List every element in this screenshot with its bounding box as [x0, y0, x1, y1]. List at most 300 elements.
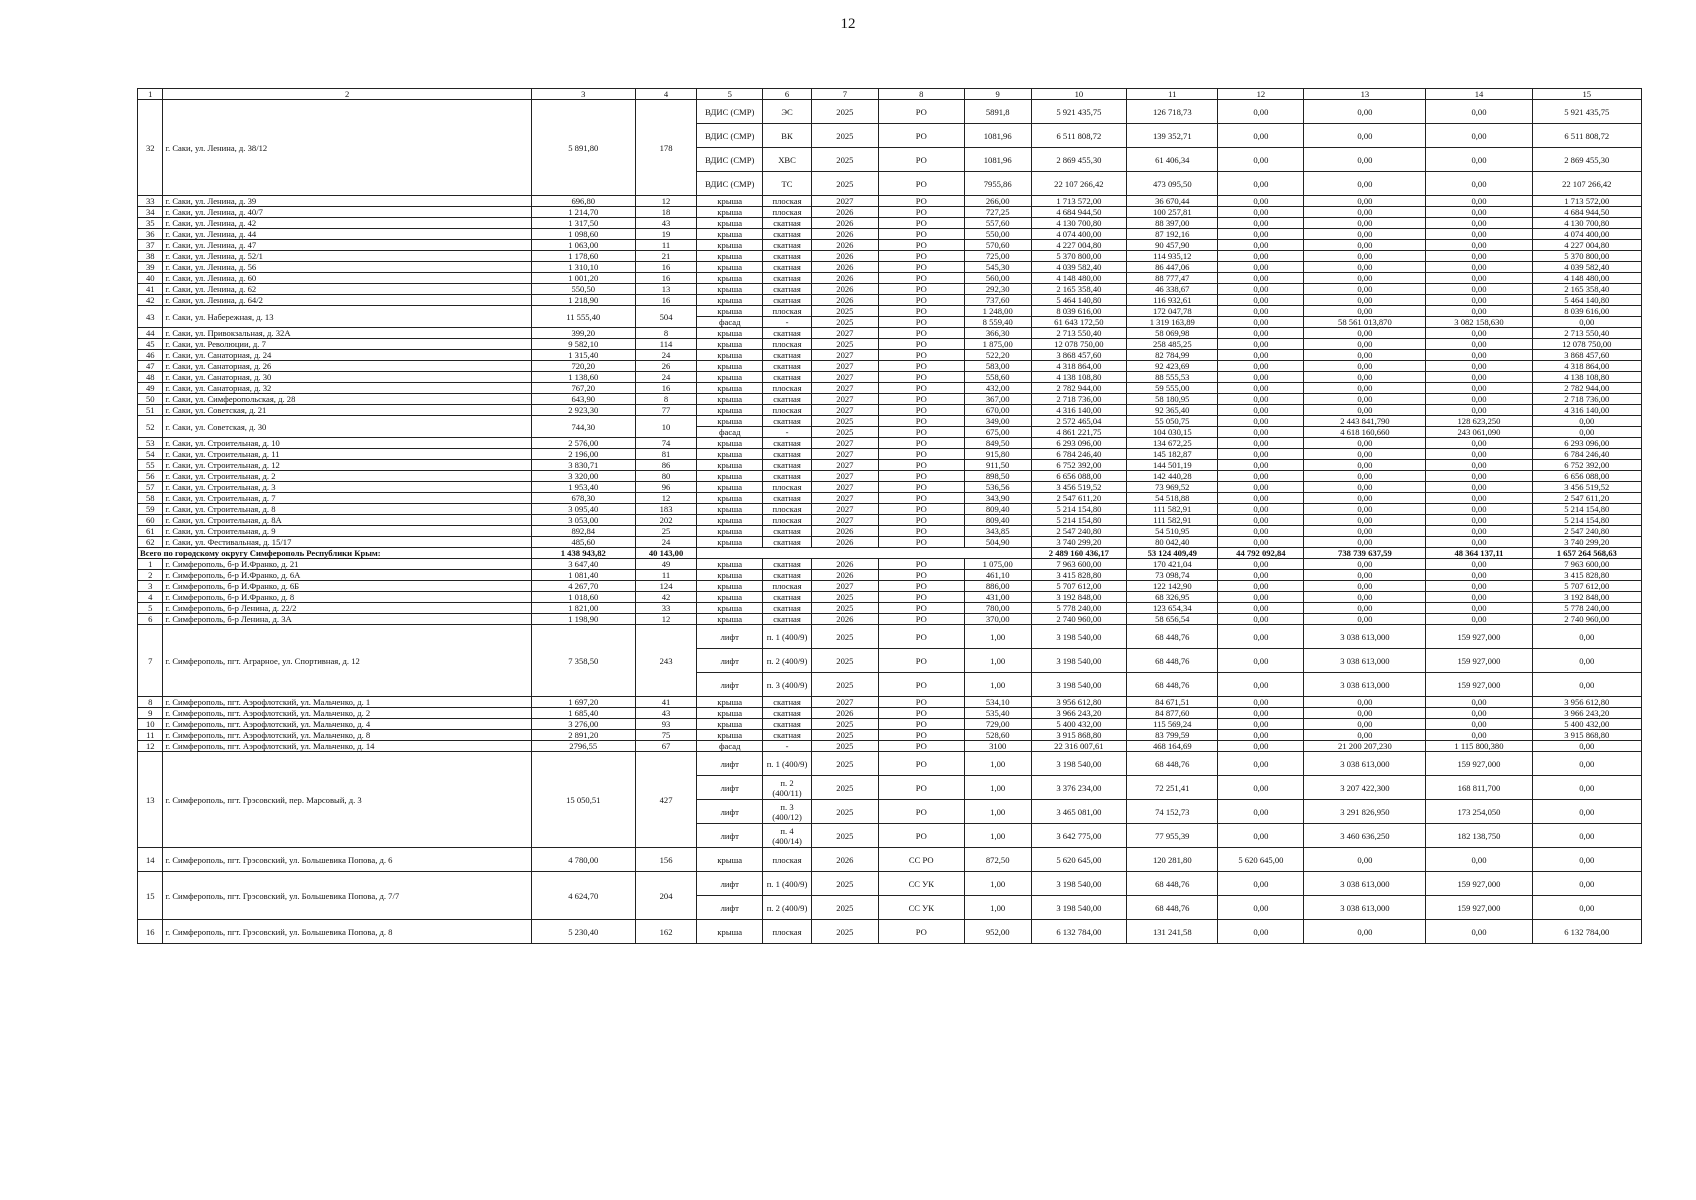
area: 1 315,40: [531, 350, 635, 361]
table-row: [138, 251, 1642, 262]
row-number: 13: [138, 752, 163, 848]
work-type: крыша: [697, 350, 763, 361]
work-type: ВДИС (СМР): [697, 172, 763, 196]
total-cost: 3 415 828,80: [1031, 570, 1127, 581]
year: 2025: [811, 872, 878, 896]
area: 485,60: [531, 537, 635, 548]
year: 2025: [811, 719, 878, 730]
year: 2025: [811, 673, 878, 697]
cost-col-15: 0,00: [1532, 872, 1641, 896]
work-type: крыша: [697, 284, 763, 295]
work-subtype: скатная: [763, 570, 812, 581]
row-number: 12: [138, 741, 163, 752]
volume: 1,00: [964, 625, 1031, 649]
cost-col-15: 6 132 784,00: [1532, 920, 1641, 944]
work-subtype: скатная: [763, 350, 812, 361]
address: г. Саки, ул. Санаторная, д. 26: [163, 361, 531, 372]
cost-col-15: 3 956 612,80: [1532, 697, 1641, 708]
cost-col-15: 0,00: [1532, 824, 1641, 848]
cost-col-15: 0,00: [1532, 896, 1641, 920]
area: 3 647,40: [531, 559, 635, 570]
cost-col-12: 0,00: [1218, 625, 1304, 649]
cost-col-13: 0,00: [1304, 148, 1426, 172]
residents: 11: [635, 570, 697, 581]
cost-col-13: 0,00: [1304, 920, 1426, 944]
volume: 367,00: [964, 394, 1031, 405]
table-row: [138, 339, 1642, 350]
table-row: [138, 872, 1642, 896]
address: г. Саки, ул. Санаторная, д. 30: [163, 372, 531, 383]
work-subtype: -: [763, 427, 812, 438]
cost-col-14: 128 623,250: [1426, 416, 1532, 427]
work-type: ВДИС (СМР): [697, 100, 763, 124]
cost-col-13: 0,00: [1304, 350, 1426, 361]
volume: 3100: [964, 741, 1031, 752]
cost-col-15: 6 656 088,00: [1532, 471, 1641, 482]
cost-col-11: 468 164,69: [1127, 741, 1218, 752]
total-cost: 61 643 172,50: [1031, 317, 1127, 328]
row-number: 62: [138, 537, 163, 548]
cost-col-15: 5 778 240,00: [1532, 603, 1641, 614]
work-subtype: плоская: [763, 207, 812, 218]
year: 2025: [811, 920, 878, 944]
column-number: 4: [635, 89, 697, 100]
area: 1 098,60: [531, 229, 635, 240]
area: 1 317,50: [531, 218, 635, 229]
cost-col-11: 68 326,95: [1127, 592, 1218, 603]
cost-col-14: 0,00: [1426, 172, 1532, 196]
volume: 737,60: [964, 295, 1031, 306]
cost-col-13: 4 618 160,660: [1304, 427, 1426, 438]
table-row: [138, 416, 1642, 427]
total-cost: 2 489 160 436,17: [1031, 548, 1127, 559]
cost-col-12: 0,00: [1218, 482, 1304, 493]
cost-col-13: 21 200 207,230: [1304, 741, 1426, 752]
cost-col-13: 0,00: [1304, 482, 1426, 493]
cost-col-15: 0,00: [1532, 427, 1641, 438]
cost-col-14: 0,00: [1426, 515, 1532, 526]
cost-col-12: 0,00: [1218, 592, 1304, 603]
year: 2025: [811, 625, 878, 649]
fund-source: РО: [878, 172, 964, 196]
row-number: 40: [138, 273, 163, 284]
column-number: 7: [811, 89, 878, 100]
total-cost: 5 214 154,80: [1031, 515, 1127, 526]
area: 2 196,00: [531, 449, 635, 460]
cost-col-13: 0,00: [1304, 339, 1426, 350]
volume: 536,56: [964, 482, 1031, 493]
work-type: крыша: [697, 592, 763, 603]
work-subtype: плоская: [763, 405, 812, 416]
address: г. Саки, ул. Ленина, д. 38/12: [163, 100, 531, 196]
cost-col-12: 0,00: [1218, 697, 1304, 708]
work-type: крыша: [697, 218, 763, 229]
row-number: 46: [138, 350, 163, 361]
cost-col-15: 0,00: [1532, 317, 1641, 328]
area: 2 923,30: [531, 405, 635, 416]
table-row: [138, 196, 1642, 207]
row-number: 45: [138, 339, 163, 350]
total-cost: 3 198 540,00: [1031, 752, 1127, 776]
volume: 729,00: [964, 719, 1031, 730]
address: г. Саки, ул. Ленина, д. 60: [163, 273, 531, 284]
residents: 12: [635, 614, 697, 625]
table-row: [138, 394, 1642, 405]
row-number: 6: [138, 614, 163, 625]
work-type: крыша: [697, 559, 763, 570]
fund-source: РО: [878, 673, 964, 697]
area: 1 063,00: [531, 240, 635, 251]
cost-col-12: 0,00: [1218, 405, 1304, 416]
volume: 886,00: [964, 581, 1031, 592]
fund-source: РО: [878, 284, 964, 295]
cost-col-15: 0,00: [1532, 673, 1641, 697]
cost-col-12: 0,00: [1218, 295, 1304, 306]
cost-col-12: 0,00: [1218, 372, 1304, 383]
cost-col-14: 0,00: [1426, 460, 1532, 471]
volume: 343,90: [964, 493, 1031, 504]
cost-col-15: 12 078 750,00: [1532, 339, 1641, 350]
year: 2025: [811, 148, 878, 172]
work-type: крыша: [697, 438, 763, 449]
cost-col-12: 0,00: [1218, 262, 1304, 273]
fund-source: РО: [878, 614, 964, 625]
row-number: 9: [138, 708, 163, 719]
volume: 504,90: [964, 537, 1031, 548]
cost-col-15: 2 713 550,40: [1532, 328, 1641, 339]
address: г. Симферополь, пгт. Грэсовский, ул. Большевика Попова, д. 6: [163, 848, 531, 872]
cost-col-15: 5 214 154,80: [1532, 515, 1641, 526]
year: 2025: [811, 100, 878, 124]
cost-col-15: 0,00: [1532, 741, 1641, 752]
cost-col-14: 0,00: [1426, 504, 1532, 515]
cost-col-14: 0,00: [1426, 240, 1532, 251]
work-type: крыша: [697, 394, 763, 405]
table-row: [138, 449, 1642, 460]
table-row: [138, 570, 1642, 581]
cost-col-14: 0,00: [1426, 526, 1532, 537]
total-cost: 6 293 096,00: [1031, 438, 1127, 449]
cost-col-13: 0,00: [1304, 295, 1426, 306]
cost-col-14: 0,00: [1426, 251, 1532, 262]
residents: 75: [635, 730, 697, 741]
cost-col-12: 0,00: [1218, 719, 1304, 730]
area: 2 891,20: [531, 730, 635, 741]
cost-col-13: 0,00: [1304, 306, 1426, 317]
total-cost: 3 956 612,80: [1031, 697, 1127, 708]
total-cost: 2 165 358,40: [1031, 284, 1127, 295]
total-row: [138, 548, 1642, 559]
cost-col-15: 6 511 808,72: [1532, 124, 1641, 148]
table-row: [138, 460, 1642, 471]
year: 2026: [811, 207, 878, 218]
row-number: 3: [138, 581, 163, 592]
fund-source: РО: [878, 251, 964, 262]
work-type: крыша: [697, 207, 763, 218]
work-subtype: -: [763, 741, 812, 752]
volume: 550,00: [964, 229, 1031, 240]
year: 2025: [811, 800, 878, 824]
cost-col-14: 0,00: [1426, 581, 1532, 592]
work-type: крыша: [697, 920, 763, 944]
volume: 898,50: [964, 471, 1031, 482]
work-type: крыша: [697, 273, 763, 284]
fund-source: РО: [878, 559, 964, 570]
cost-col-12: 0,00: [1218, 306, 1304, 317]
cost-col-14: 0,00: [1426, 262, 1532, 273]
fund-source: РО: [878, 405, 964, 416]
work-subtype: п. 3 (400/9): [763, 673, 812, 697]
cost-col-15: 3 868 457,60: [1532, 350, 1641, 361]
cost-col-15: 0,00: [1532, 416, 1641, 427]
cost-col-11: 68 448,76: [1127, 649, 1218, 673]
address: г. Саки, ул. Ленина, д. 44: [163, 229, 531, 240]
total-cost: 2 547 240,80: [1031, 526, 1127, 537]
work-subtype: скатная: [763, 730, 812, 741]
year: 2025: [811, 896, 878, 920]
residents: 49: [635, 559, 697, 570]
area: 1 685,40: [531, 708, 635, 719]
table-row: [138, 240, 1642, 251]
total-cost: 2 718 736,00: [1031, 394, 1127, 405]
row-number: 55: [138, 460, 163, 471]
fund-source: РО: [878, 449, 964, 460]
address: г. Саки, ул. Советская, д. 30: [163, 416, 531, 438]
table-row: [138, 603, 1642, 614]
fund-source: РО: [878, 570, 964, 581]
cost-col-14: 0,00: [1426, 482, 1532, 493]
year: 2027: [811, 581, 878, 592]
work-subtype: скатная: [763, 526, 812, 537]
cost-col-14: 0,00: [1426, 273, 1532, 284]
address: г. Симферополь, пгт. Аэрофлотский, ул. Мальченко, д. 2: [163, 708, 531, 719]
residents: 41: [635, 697, 697, 708]
work-subtype: плоская: [763, 504, 812, 515]
fund-source: РО: [878, 776, 964, 800]
column-number: 9: [964, 89, 1031, 100]
work-type: лифт: [697, 872, 763, 896]
volume: 725,00: [964, 251, 1031, 262]
cost-col-14: 0,00: [1426, 848, 1532, 872]
cost-col-14: 159 927,000: [1426, 673, 1532, 697]
work-subtype: п. 2 (400/11): [763, 776, 812, 800]
year: 2025: [811, 416, 878, 427]
cost-col-11: 86 447,06: [1127, 262, 1218, 273]
cost-col-12: 0,00: [1218, 427, 1304, 438]
work-subtype: плоская: [763, 339, 812, 350]
address: г. Симферополь, б-р И.Франко, д. 21: [163, 559, 531, 570]
cost-col-11: 126 718,73: [1127, 100, 1218, 124]
volume: 780,00: [964, 603, 1031, 614]
area: 1 214,70: [531, 207, 635, 218]
fund-source: РО: [878, 124, 964, 148]
cost-col-14: 0,00: [1426, 730, 1532, 741]
cost-col-15: 4 227 004,80: [1532, 240, 1641, 251]
cost-col-14: 0,00: [1426, 719, 1532, 730]
fund-source: РО: [878, 317, 964, 328]
page-number: 12: [840, 16, 856, 32]
row-number: 44: [138, 328, 163, 339]
cost-col-12: 0,00: [1218, 273, 1304, 284]
fund-source: РО: [878, 697, 964, 708]
cost-col-12: 0,00: [1218, 449, 1304, 460]
area: 767,20: [531, 383, 635, 394]
residents: 74: [635, 438, 697, 449]
total-cost: 5 620 645,00: [1031, 848, 1127, 872]
residents: 16: [635, 262, 697, 273]
fund-source: РО: [878, 741, 964, 752]
total-residents: 40 143,00: [635, 548, 697, 559]
cost-col-15: 0,00: [1532, 848, 1641, 872]
total-cost: 4 074 400,00: [1031, 229, 1127, 240]
cost-col-12: 0,00: [1218, 649, 1304, 673]
fund-source: РО: [878, 196, 964, 207]
work-subtype: п. 1 (400/9): [763, 872, 812, 896]
year: 2025: [811, 824, 878, 848]
year: 2026: [811, 284, 878, 295]
cost-col-12: 0,00: [1218, 515, 1304, 526]
cost-col-15: 5 707 612,00: [1532, 581, 1641, 592]
cost-col-11: 115 569,24: [1127, 719, 1218, 730]
cost-col-13: 0,00: [1304, 273, 1426, 284]
table-row: [138, 697, 1642, 708]
cost-col-12: 0,00: [1218, 218, 1304, 229]
cost-col-13: 0,00: [1304, 614, 1426, 625]
row-number: 32: [138, 100, 163, 196]
year: 2027: [811, 482, 878, 493]
residents: 21: [635, 251, 697, 262]
fund-source: РО: [878, 262, 964, 273]
cost-col-12: 0,00: [1218, 317, 1304, 328]
row-number: 8: [138, 697, 163, 708]
residents: 96: [635, 482, 697, 493]
cost-col-12: 0,00: [1218, 800, 1304, 824]
address: г. Симферополь, пгт. Аграрное, ул. Спортивная, д. 12: [163, 625, 531, 697]
cost-col-11: 114 935,12: [1127, 251, 1218, 262]
cost-col-12: 0,00: [1218, 570, 1304, 581]
row-number: 54: [138, 449, 163, 460]
column-number: 3: [531, 89, 635, 100]
total-cost: 7 963 600,00: [1031, 559, 1127, 570]
total-cost: 1 713 572,00: [1031, 196, 1127, 207]
cost-col-12: 0,00: [1218, 251, 1304, 262]
total-cost: 5 370 800,00: [1031, 251, 1127, 262]
table-row: [138, 920, 1642, 944]
residents: 243: [635, 625, 697, 697]
row-number: 14: [138, 848, 163, 872]
work-subtype: скатная: [763, 449, 812, 460]
work-type: крыша: [697, 328, 763, 339]
cost-col-13: 0,00: [1304, 504, 1426, 515]
table-row: [138, 372, 1642, 383]
cost-col-11: 72 251,41: [1127, 776, 1218, 800]
cost-col-11: 61 406,34: [1127, 148, 1218, 172]
work-type: крыша: [697, 449, 763, 460]
row-number: 57: [138, 482, 163, 493]
area: 1 198,90: [531, 614, 635, 625]
cost-col-14: 1 115 800,380: [1426, 741, 1532, 752]
fund-source: РО: [878, 482, 964, 493]
total-cost: 12 078 750,00: [1031, 339, 1127, 350]
year: 2027: [811, 504, 878, 515]
residents: 8: [635, 394, 697, 405]
cost-col-15: 4 318 864,00: [1532, 361, 1641, 372]
work-subtype: скатная: [763, 229, 812, 240]
cost-col-15: 6 752 392,00: [1532, 460, 1641, 471]
area: 3 320,00: [531, 471, 635, 482]
work-subtype: скатная: [763, 460, 812, 471]
address: г. Симферополь, б-р Ленина, д. 22/2: [163, 603, 531, 614]
work-subtype: п. 1 (400/9): [763, 752, 812, 776]
cost-col-12: 0,00: [1218, 920, 1304, 944]
area: 3 095,40: [531, 504, 635, 515]
residents: 124: [635, 581, 697, 592]
table-row: [138, 493, 1642, 504]
cost-col-15: 4 316 140,00: [1532, 405, 1641, 416]
residents: 18: [635, 207, 697, 218]
year: 2026: [811, 229, 878, 240]
residents: 178: [635, 100, 697, 196]
year: 2027: [811, 372, 878, 383]
table-row: [138, 405, 1642, 416]
row-number: 47: [138, 361, 163, 372]
volume: 952,00: [964, 920, 1031, 944]
cost-col-12: 0,00: [1218, 328, 1304, 339]
column-number: 10: [1031, 89, 1127, 100]
cost-col-15: 2 547 611,20: [1532, 493, 1641, 504]
total-cost: 3 915 868,80: [1031, 730, 1127, 741]
address: г. Саки, ул. Строительная, д. 11: [163, 449, 531, 460]
address: г. Саки, ул. Санаторная, д. 32: [163, 383, 531, 394]
work-type: фасад: [697, 317, 763, 328]
cost-col-11: 55 050,75: [1127, 416, 1218, 427]
cost-col-13: 0,00: [1304, 848, 1426, 872]
cost-col-14: 0,00: [1426, 124, 1532, 148]
residents: 183: [635, 504, 697, 515]
cost-col-15: 8 039 616,00: [1532, 306, 1641, 317]
cost-col-12: 0,00: [1218, 537, 1304, 548]
volume: 1081,96: [964, 148, 1031, 172]
area: 1 081,40: [531, 570, 635, 581]
work-subtype: плоская: [763, 581, 812, 592]
residents: 162: [635, 920, 697, 944]
row-number: 61: [138, 526, 163, 537]
volume: 1,00: [964, 872, 1031, 896]
cost-col-12: 0,00: [1218, 673, 1304, 697]
volume: 911,50: [964, 460, 1031, 471]
area: 1 178,60: [531, 251, 635, 262]
year: 2026: [811, 295, 878, 306]
fund-source: РО: [878, 427, 964, 438]
fund-source: РО: [878, 625, 964, 649]
cost-col-13: 0,00: [1304, 570, 1426, 581]
total-cost: 4 138 108,80: [1031, 372, 1127, 383]
cost-col-11: 88 397,00: [1127, 218, 1218, 229]
total-cost: 3 376 234,00: [1031, 776, 1127, 800]
column-number: 14: [1426, 89, 1532, 100]
cost-col-11: 122 142,90: [1127, 581, 1218, 592]
year: 2027: [811, 328, 878, 339]
volume: 670,00: [964, 405, 1031, 416]
total-cost: 4 227 004,80: [1031, 240, 1127, 251]
area: 643,90: [531, 394, 635, 405]
total-cost: 4 861 221,75: [1031, 427, 1127, 438]
total-cost: 4 039 582,40: [1031, 262, 1127, 273]
work-type: крыша: [697, 581, 763, 592]
residents: 16: [635, 295, 697, 306]
cost-col-15: 5 921 435,75: [1532, 100, 1641, 124]
table-row: [138, 504, 1642, 515]
